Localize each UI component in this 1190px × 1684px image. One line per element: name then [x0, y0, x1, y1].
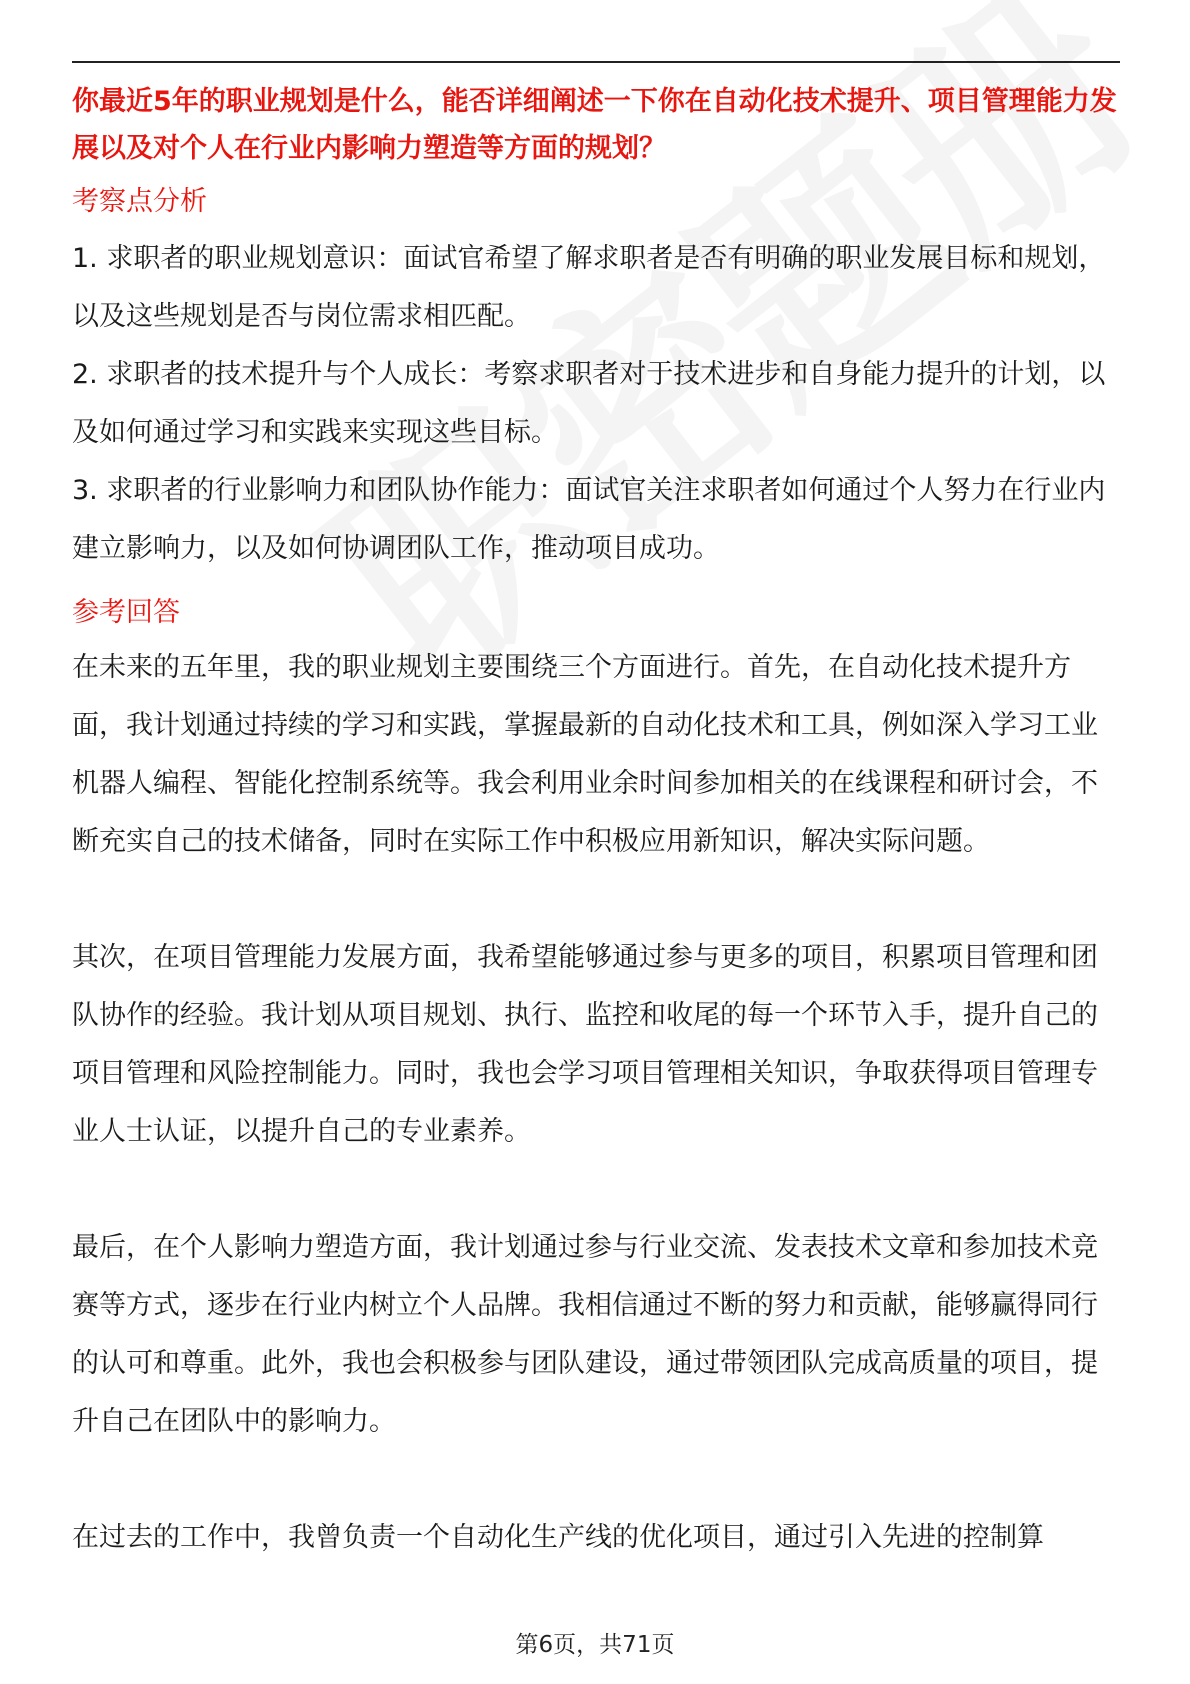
document-content	[72, 78, 1122, 1567]
page-number: 第6页，共71页	[515, 1632, 675, 1658]
analysis-heading: 考察点分析	[72, 186, 207, 217]
question-title: 你最近5年的职业规划是什么，能否详细阐述一下你在自动化技术提升、项目管理能力发展以及对个人在行业内影响力塑造等方面的规划？	[72, 86, 1117, 164]
answer-paragraph: 最后，在个人影响力塑造方面，我计划通过参与行业交流、发表技术文章和参加技术竞赛等方式，逐步在行业内树立个人品牌。我相信通过不断的努力和贡献，能够赢得同行的认可和尊重。此外，我也会积极参与团队建设，通过带领团队完成高质量的项目，提升自己在团队中的影响力。	[72, 1232, 1098, 1437]
analysis-item: 1. 求职者的职业规划意识：面试官希望了解求职者是否有明确的职业发展目标和规划，以及这些规划是否与岗位需求相匹配。	[72, 243, 1106, 332]
answer-paragraph: 在过去的工作中，我曾负责一个自动化生产线的优化项目，通过引入先进的控制算	[72, 1522, 1044, 1553]
top-rule	[72, 61, 1120, 63]
analysis-item: 2. 求职者的技术提升与个人成长：考察求职者对于技术进步和自身能力提升的计划，以及如何通过学习和实践来实现这些目标。	[72, 359, 1106, 448]
answer-paragraph: 在未来的五年里，我的职业规划主要围绕三个方面进行。首先，在自动化技术提升方面，我计划通过持续的学习和实践，掌握最新的自动化技术和工具，例如深入学习工业机器人编程、智能化控制系统等。我会利用业余时间参加相关的在线课程和研讨会，不断充实自己的技术储备，同时在实际工作中积极应用新知识，解决实际问题。	[72, 652, 1098, 857]
analysis-list	[72, 230, 1122, 578]
analysis-item: 3. 求职者的行业影响力和团队协作能力：面试官关注求职者如何通过个人努力在行业内建立影响力，以及如何协调团队工作，推动项目成功。	[72, 475, 1106, 564]
answer-paragraphs	[72, 639, 1122, 1567]
answer-heading: 参考回答	[72, 597, 180, 628]
answer-paragraph: 其次，在项目管理能力发展方面，我希望能够通过参与更多的项目，积累项目管理和团队协作的经验。我计划从项目规划、执行、监控和收尾的每一个环节入手，提升自己的项目管理和风险控制能力。同时，我也会学习项目管理相关知识，争取获得项目管理专业人士认证，以提升自己的专业素养。	[72, 942, 1098, 1147]
